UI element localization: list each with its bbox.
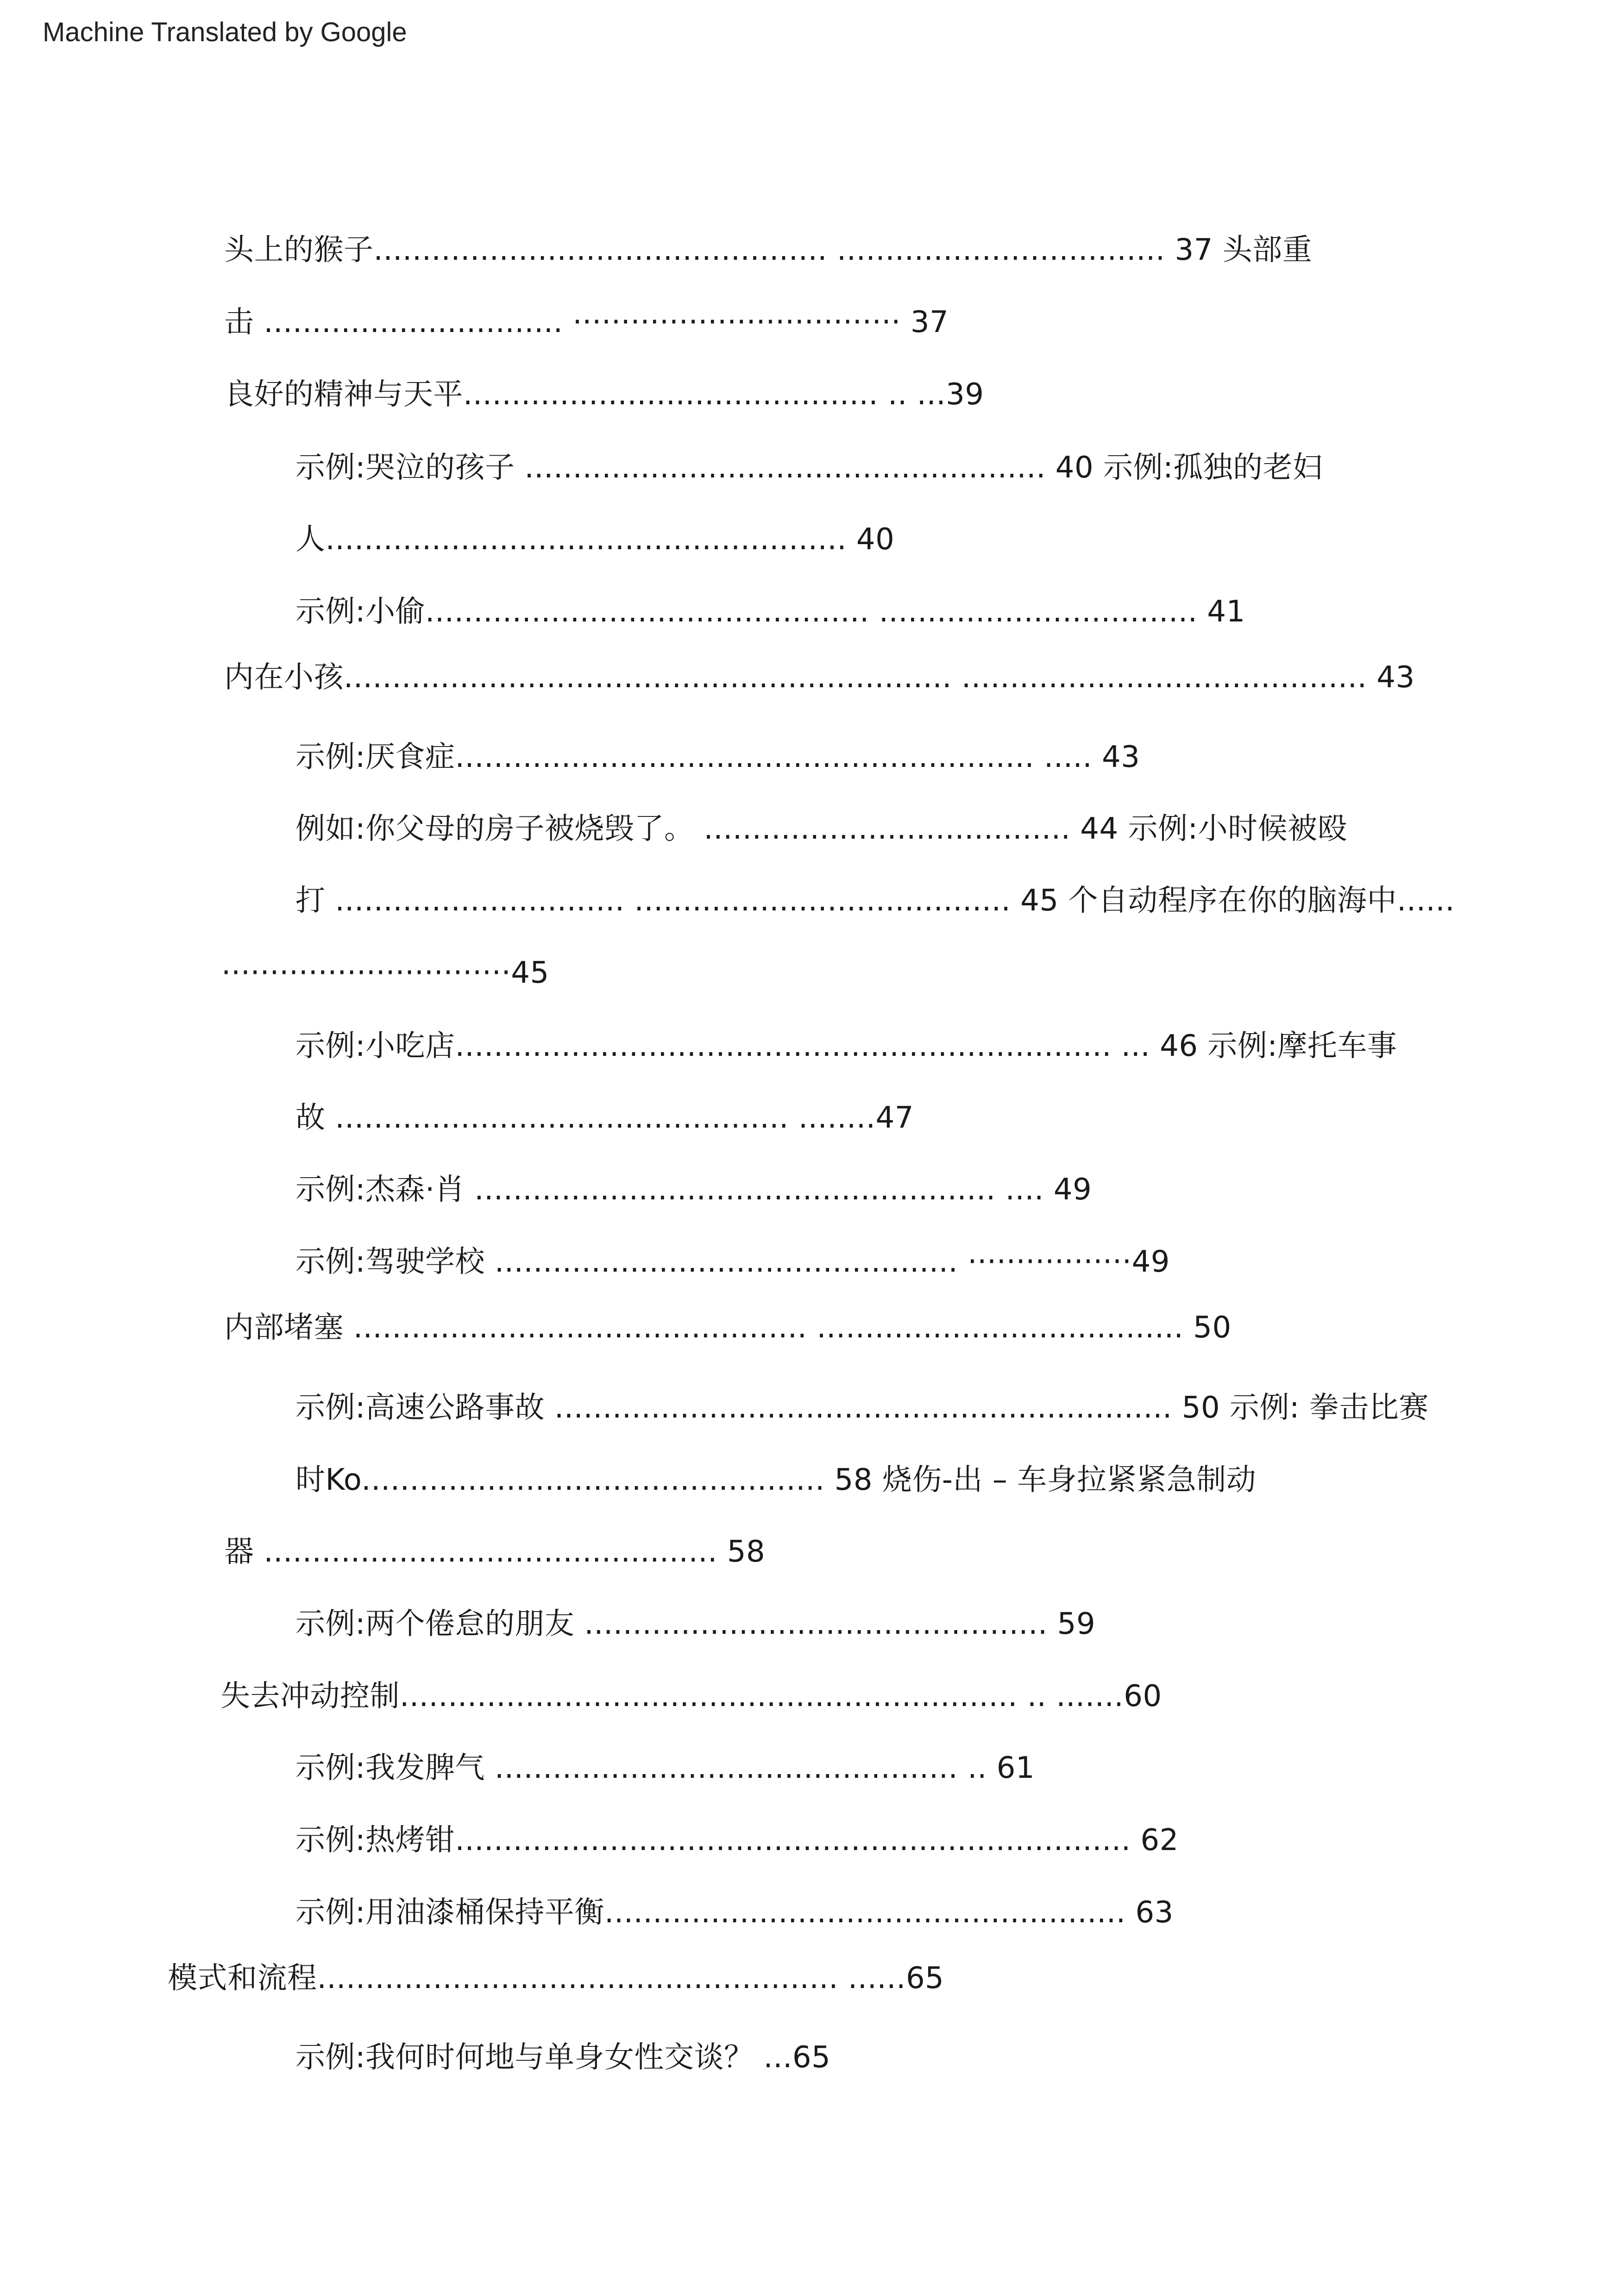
toc-subentry: 故 ............................................... ........47 <box>295 1101 914 1135</box>
toc-subentry: 示例:小吃店.................................................................... ... 46 示例:摩托车事 <box>295 1029 1397 1063</box>
toc-entry: 内在小孩............................................................... .......................................... 43 <box>224 660 1415 695</box>
toc-subentry: 人...................................................... 40 <box>295 522 895 557</box>
toc-entry: 头上的猴子............................................... .................................. 37 头部重 <box>224 233 1313 267</box>
toc-subentry: 示例:小偷.............................................. ................................. 41 <box>295 595 1245 629</box>
toc-subentry: 示例:杰森·肖 ...................................................... .... 49 <box>295 1173 1092 1207</box>
toc-subentry: 时Ko................................................ 58 烧伤-出 – 车身拉紧紧急制动 <box>295 1463 1257 1497</box>
toc-subentry: 示例:高速公路事故 ................................................................ 50 示例: 拳击比赛 <box>295 1391 1429 1425</box>
toc-entry: ······························45 <box>221 956 549 990</box>
toc-entry: 良好的精神与天平........................................... .. ...39 <box>224 377 984 412</box>
toc-subentry: 示例:我发脾气 ................................................ .. 61 <box>295 1751 1035 1785</box>
toc-subentry: 例如:你父母的房子被烧毁了。 ...................................... 44 示例:小时候被殴 <box>295 812 1348 846</box>
toc-entry: 器 ............................................... 58 <box>224 1535 766 1569</box>
toc-subentry: 打 .............................. ....................................... 45 个自动程序在你的脑海中...... <box>295 884 1455 918</box>
toc-subentry: 示例:厌食症............................................................ ..... 43 <box>295 740 1140 774</box>
toc-subentry: 示例:热烤钳...................................................................... 62 <box>295 1823 1179 1857</box>
toc-subentry: 示例:两个倦怠的朋友 ................................................ 59 <box>295 1607 1096 1641</box>
toc-entry: 击 ............................... ·································· 37 <box>224 305 949 339</box>
toc-subentry: 示例:哭泣的孩子 ...................................................... 40 示例:孤独的老妇 <box>295 451 1323 485</box>
toc-subentry: 示例:驾驶学校 ................................................ ·················49 <box>295 1245 1170 1279</box>
toc-entry: 失去冲动控制................................................................ .. .......60 <box>220 1679 1162 1713</box>
toc-entry: 内部堵塞 ............................................... ...................................... 50 <box>224 1311 1231 1345</box>
toc-subentry: 示例:用油漆桶保持平衡...................................................... 63 <box>295 1895 1174 1930</box>
toc-entry: 模式和流程...................................................... ......65 <box>168 1961 944 1995</box>
machine-translation-note: Machine Translated by Google <box>43 17 407 47</box>
toc-subentry: 示例:我何时何地与单身女性交谈？ ...65 <box>295 2040 831 2075</box>
